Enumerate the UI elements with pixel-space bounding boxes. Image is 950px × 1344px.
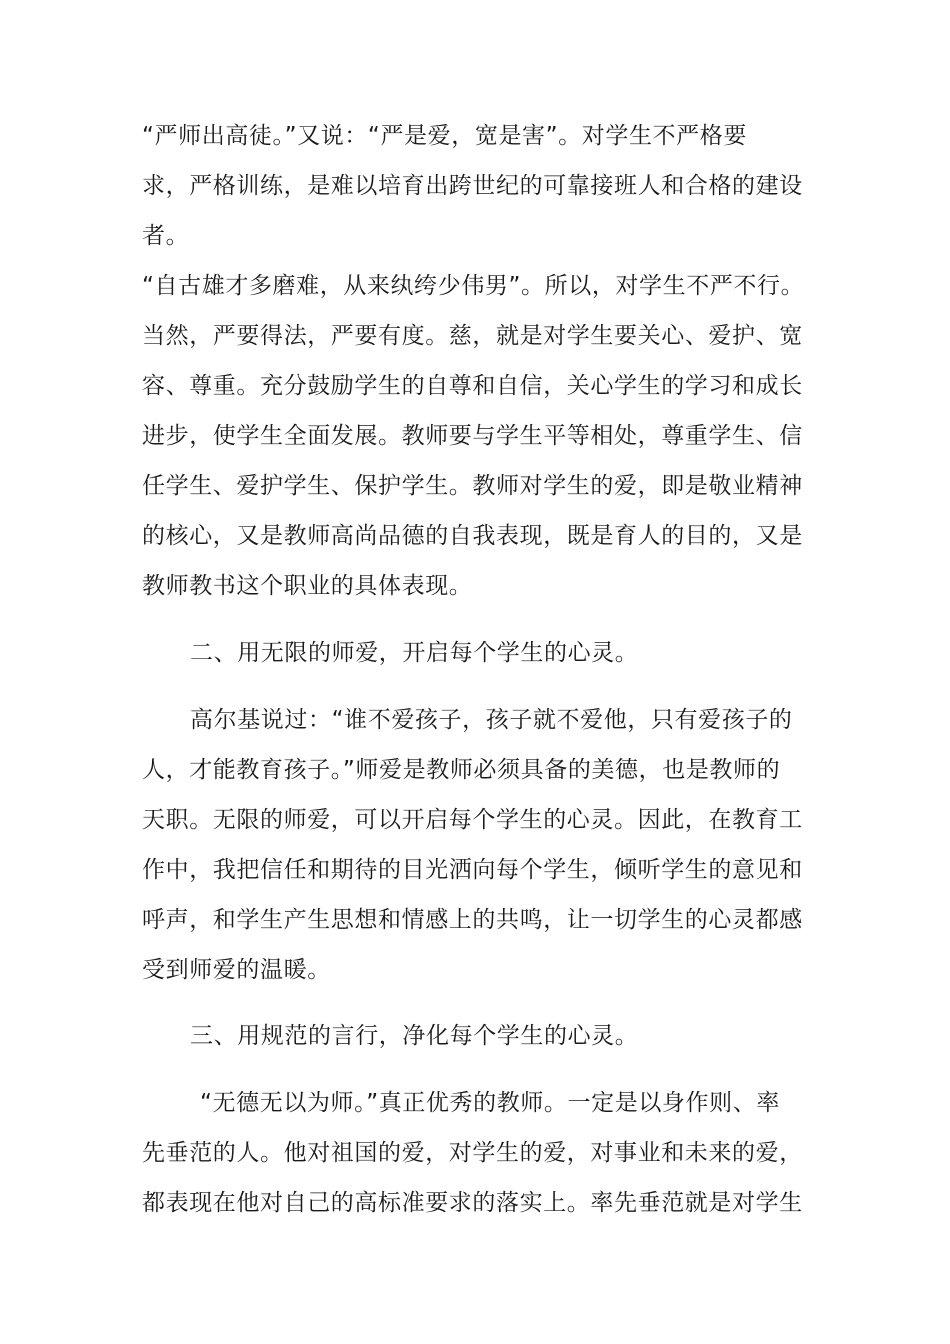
section-heading-3: 三、用规范的言行，净化每个学生的心灵。 [190,1023,639,1049]
paragraph-3-line-3: 天职。无限的师爱，可以开启每个学生的心灵。因此，在教育工 [142,807,803,833]
paragraph-4-line-3: 都表现在他对自己的高标准要求的落实上。率先垂范就是对学生 [142,1190,803,1216]
paragraph-3-line-2: 人，才能教育孩子。”师爱是教师必须具备的美德，也是教师的 [142,757,781,783]
paragraph-3-line-4: 作中，我把信任和期待的目光洒向每个学生，倾听学生的意见和 [142,857,803,883]
paragraph-3-line-6: 受到师爱的温暖。 [142,957,331,983]
paragraph-2-line-3: 容、尊重。充分鼓励学生的自尊和自信，关心学生的学习和成长 [142,373,803,399]
paragraph-1-line-2: 求，严格训练，是难以培育出跨世纪的可靠接班人和合格的建设 [142,173,803,199]
paragraph-1-line-1: “严师出高徒。”又说：“严是爱，宽是害”。对学生不严格要 [142,123,747,149]
paragraph-2-line-5: 任学生、爱护学生、保护学生。教师对学生的爱，即是敬业精神 [142,473,803,499]
paragraph-4-line-2: 先垂范的人。他对祖国的爱，对学生的爱，对事业和未来的爱， [142,1140,803,1166]
paragraph-2-line-6: 的核心，又是教师高尚品德的自我表现，既是育人的目的，又是 [142,523,803,549]
paragraph-1-line-3: 者。 [142,223,190,249]
paragraph-2-line-7: 教师教书这个职业的具体表现。 [142,573,473,599]
paragraph-2-line-4: 进步，使学生全面发展。教师要与学生平等相处，尊重学生、信 [142,423,803,449]
paragraph-4-line-1: “无德无以为师。”真正优秀的教师。一定是以身作则、率 [200,1090,780,1116]
paragraph-2-line-2: 当然，严要得法，严要有度。慈，就是对学生要关心、爱护、宽 [142,323,803,349]
section-heading-2: 二、用无限的师爱，开启每个学生的心灵。 [190,640,639,666]
paragraph-3-line-1: 高尔基说过：“谁不爱孩子，孩子就不爱他，只有爱孩子的 [190,707,793,733]
paragraph-2-line-1: “自古雄才多磨难，从来纨绔少伟男”。所以，对学生不严不行。 [142,273,805,299]
paragraph-3-line-5: 呼声，和学生产生思想和情感上的共鸣，让一切学生的心灵都感 [142,907,803,933]
